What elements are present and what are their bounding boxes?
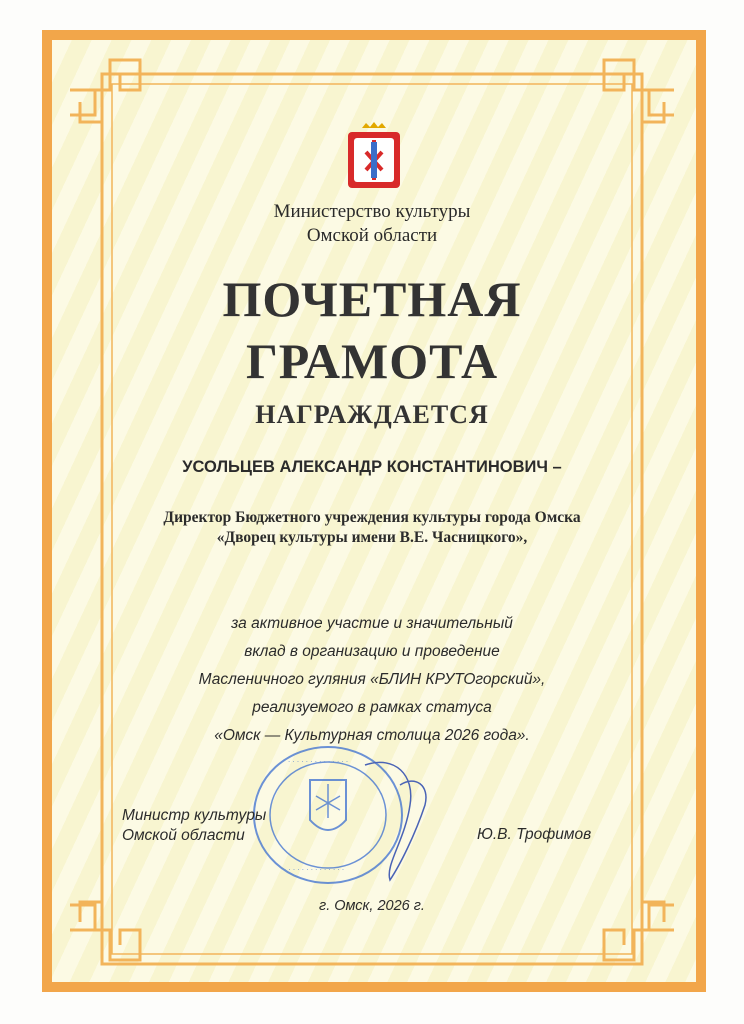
- signatory-title-line-1: Министр культуры: [122, 807, 267, 824]
- reason-line-5: «Омск — Культурная столица 2026 года».: [214, 727, 530, 744]
- awarded-heading: НАГРАЖДАЕТСЯ: [255, 400, 489, 429]
- recipient-name: УСОЛЬЦЕВ АЛЕКСАНДР КОНСТАНТИНОВИЧ –: [182, 458, 562, 476]
- svg-text:· · · · · · · · · · · · · ·: · · · · · · · · · · · · · ·: [288, 758, 349, 766]
- award-reason: [0, 610, 744, 750]
- svg-text:· · · · · · · · · · · · · ·: · · · · · · · · · · · · · ·: [284, 866, 345, 874]
- coat-of-arms-icon: [344, 122, 404, 192]
- certificate-title: [0, 268, 744, 392]
- signatory-title-line-2: Омской области: [122, 827, 245, 844]
- place-and-date: г. Омск, 2026 г.: [319, 898, 425, 914]
- signature-icon: [355, 745, 435, 885]
- position-line-2: «Дворец культуры имени В.Е. Часницкого»,: [216, 529, 528, 546]
- ministry-line-1: Министерство культуры: [273, 201, 471, 222]
- recipient-position: [0, 508, 744, 548]
- title-line-2: ГРАМОТА: [245, 333, 499, 389]
- reason-line-3: Масленичного гуляния «БЛИН КРУТОгорский»,: [198, 671, 546, 688]
- reason-line-2: вклад в организацию и проведение: [244, 643, 500, 660]
- signatory-name: Ю.В. Трофимов: [477, 826, 592, 843]
- position-line-1: Директор Бюджетного учреждения культуры города Омска: [163, 509, 581, 526]
- reason-line-4: реализуемого в рамках статуса: [252, 699, 492, 716]
- ministry-header: [0, 200, 744, 248]
- ministry-line-2: Омской области: [306, 225, 438, 246]
- reason-line-1: за активное участие и значительный: [231, 615, 513, 632]
- signatory-title: [122, 806, 266, 846]
- title-line-1: ПОЧЕТНАЯ: [222, 271, 522, 327]
